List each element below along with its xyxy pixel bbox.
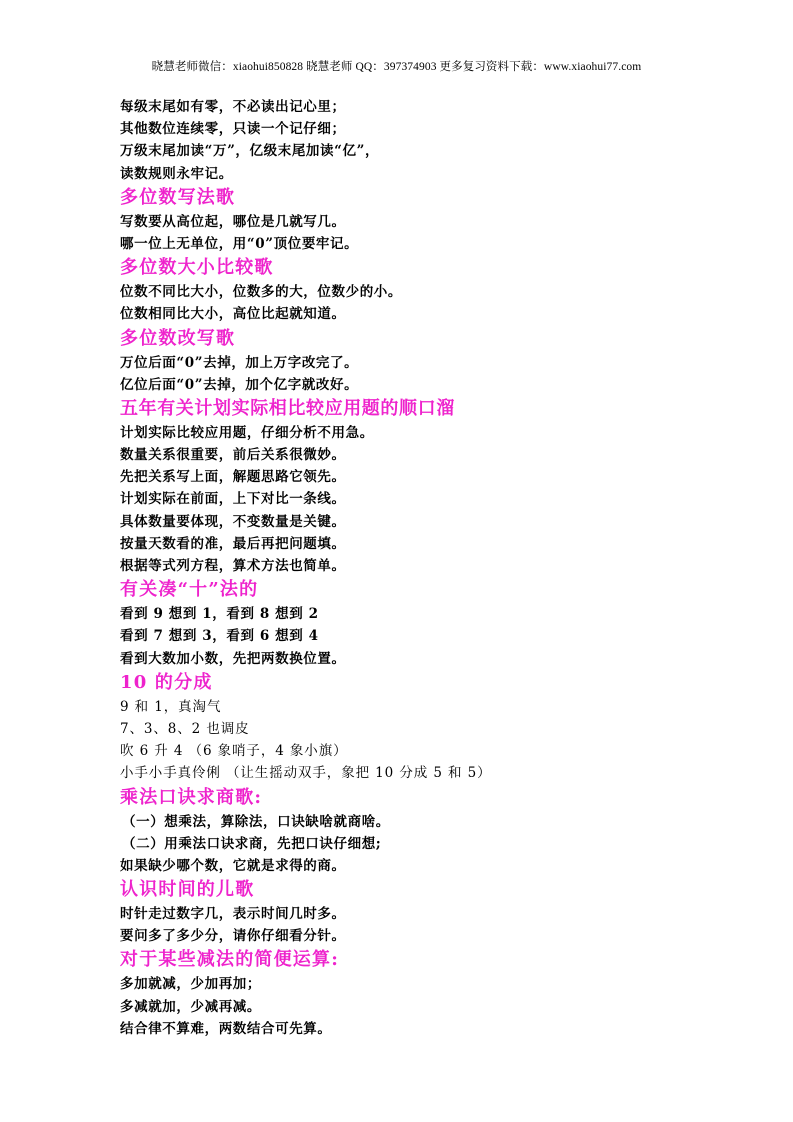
section-heading-division-by-table: 乘法口诀求商歌: [120,786,263,808]
intro-line: 每级末尾如有零，不必读出记心里； [120,99,346,115]
section-line: 多加就减，少加再加； [120,976,261,993]
section-heading-telling-time: 认识时间的儿歌 [120,879,255,901]
page-header: 晓慧老师微信：xiaohui850828 晓慧老师 QQ：397374903 更多复习资料下载：www.xiaohui77.com [151,61,642,73]
section-line: （一）想乘法，算除法，口诀缺啥就商啥。 [122,813,390,830]
section-line: 要问多了多少分，请你仔细看分针。 [120,928,346,945]
document-body [120,96,720,1040]
section-heading-write-numbers: 多位数写法歌 [120,186,236,208]
section-line: 7、3、8、2 也调皮 [120,720,250,737]
section-heading-rewrite-numbers: 多位数改写歌 [120,327,236,349]
section-line: 亿位后面“0”去掉，加个亿字就改好。 [120,376,359,393]
section-line: 具体数量要体现，不变数量是关键。 [120,513,346,530]
section-heading-make-ten: 有关凑“十”法的 [120,579,259,601]
intro-line: 万级末尾加读“万”，亿级末尾加读“亿”， [120,143,380,160]
section-line: （二）用乘法口诀求商，先把口诀仔细想; [122,835,382,852]
section-line: 根据等式列方程，算术方法也简单。 [120,558,346,574]
section-line: 吹 6 升 4 （6 象哨子，4 象小旗） [120,743,348,760]
section-line: 如果缺少哪个数，它就是求得的商。 [120,857,346,874]
intro-line: 其他数位连续零，只读一个记仔细； [120,121,346,138]
section-line: 结合律不算难，两数结合可先算。 [120,1020,332,1037]
section-line: 看到 9 想到 1，看到 8 想到 2 [120,606,319,623]
section-line: 小手小手真伶俐 （让生摇动双手，象把 10 分成 5 和 5） [120,765,492,782]
section-heading-split-ten: 10 的分成 [120,671,213,693]
section-line: 写数要从高位起，哪位是几就写几。 [120,213,346,230]
section-line: 位数不同比大小，位数多的大，位数少的小。 [120,284,402,301]
section-line: 多减就加，少减再减。 [120,998,261,1015]
section-line: 时针走过数字几，表示时间几时多。 [120,906,346,923]
section-heading-plan-vs-actual: 五年有关计划实际相比较应用题的顺口溜 [120,397,455,419]
section-line: 计划实际在前面，上下对比一条线。 [120,491,346,508]
section-heading-compare-numbers: 多位数大小比较歌 [120,257,274,279]
section-line: 万位后面“0”去掉，加上万字改完了。 [120,354,359,371]
section-line: 计划实际比较应用题，仔细分析不用急。 [120,424,374,441]
section-line: 按量天数看的准，最后再把问题填。 [120,535,346,552]
section-line: 位数相同比大小，高位比起就知道。 [120,306,346,323]
section-heading-subtraction-shortcuts: 对于某些减法的简便运算: [120,949,340,971]
section-line: 哪一位上无单位，用“0”顶位要牢记。 [120,235,359,252]
section-line: 看到 7 想到 3，看到 6 想到 4 [120,628,319,645]
section-line: 看到大数加小数，先把两数换位置。 [120,650,346,667]
intro-line: 读数规则永牢记。 [120,165,233,182]
section-line: 数量关系很重要，前后关系很微妙。 [120,447,346,464]
section-line: 先把关系写上面，解题思路它领先。 [120,469,346,486]
section-line: 9 和 1，真淘气 [120,698,222,715]
